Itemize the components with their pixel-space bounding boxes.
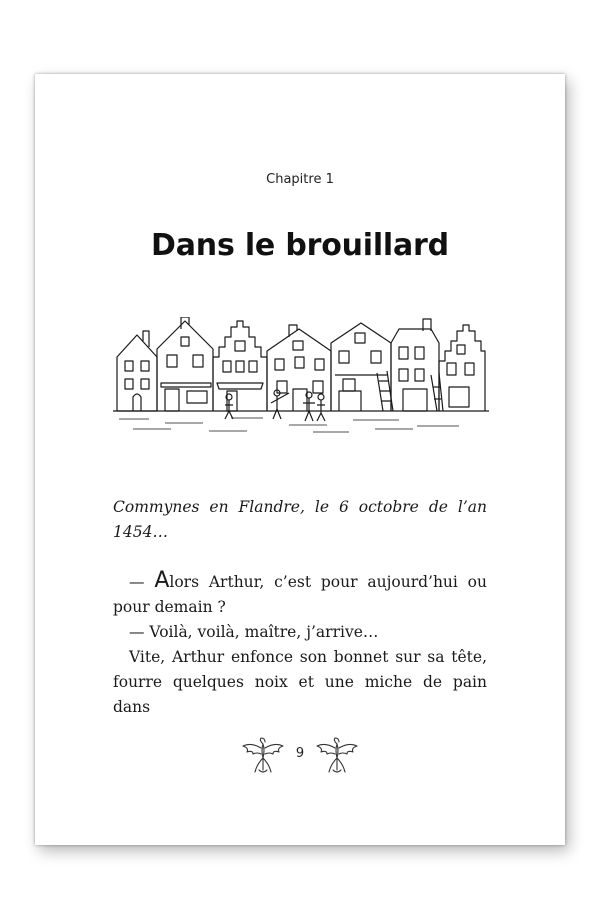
place-date-line: Commynes en Flandre, le 6 octobre de l’an 1454…: [113, 498, 487, 541]
page-number: 9: [295, 746, 305, 761]
houses-street-icon: [113, 317, 489, 435]
dialogue-dash: —: [129, 573, 155, 591]
paragraph: [113, 620, 487, 645]
paragraph: [113, 570, 487, 620]
chapter-label: Chapitre 1: [266, 172, 334, 187]
drop-cap: A: [154, 568, 170, 593]
paragraph-text: lors Arthur, c’est pour aujourd’hui ou pour demain ?: [113, 573, 487, 616]
chapter-title: Dans le brouillard: [151, 228, 449, 263]
eagle-icon: [313, 736, 361, 776]
paragraph-text: — Voilà, voilà, maître, j’arrive…: [129, 623, 379, 641]
body-text: [113, 570, 487, 720]
paragraph: [113, 645, 487, 720]
book-page: [35, 74, 565, 845]
paragraph-text: Vite, Arthur enfonce son bonnet sur sa tête, fourre quelques noix et une miche de pain dans: [113, 648, 487, 716]
folio: [35, 736, 565, 776]
